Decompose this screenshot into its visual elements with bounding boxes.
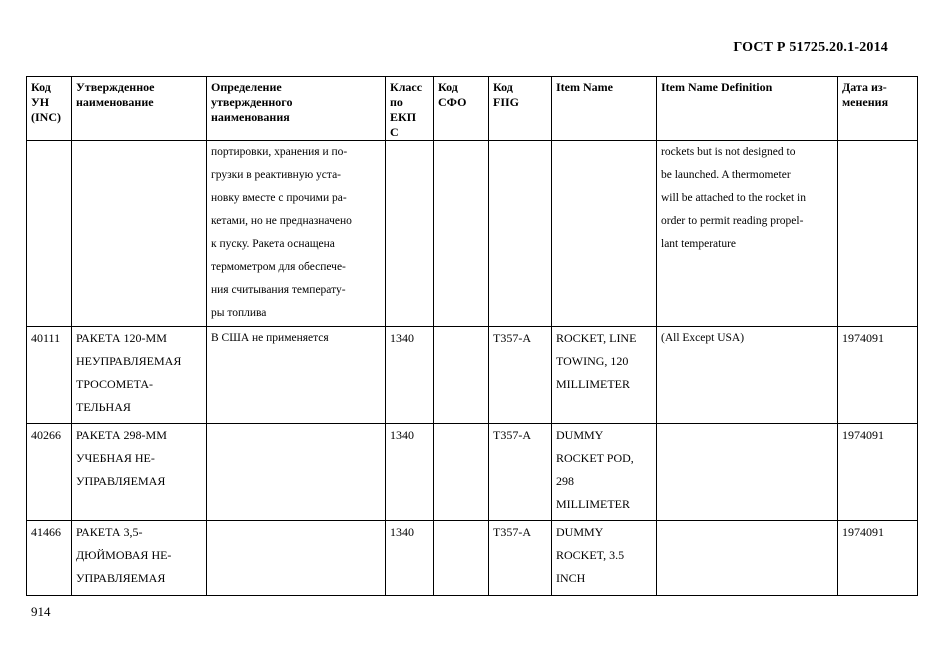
class-cell [386,141,434,327]
inc-cell: 41466 [27,521,72,596]
inc-cell: 40111 [27,327,72,424]
cell-line: РАКЕТА 120-ММ [76,331,167,345]
cell-line: к пуску. Ракета оснащена [211,238,335,250]
cell-line: 298 [556,474,574,488]
catalog-table [26,76,918,596]
cell-line: TOWING, 120 [556,354,629,368]
change-date-cell [838,141,918,327]
cell-line: термометром для обеспече- [211,261,346,273]
cell-line: УПРАВЛЯЕМАЯ [76,571,166,585]
class-cell: 1340 [386,424,434,521]
approved-name-cell [72,424,207,521]
change-date-cell: 1974091 [838,521,918,596]
cell-line: кетами, но не предназначено [211,215,352,227]
cell-line: РАКЕТА 298-ММ [76,428,167,442]
cell-line: INCH [556,571,586,585]
cell-line: lant temperature [661,238,737,250]
change-date-cell: 1974091 [838,424,918,521]
table-row [27,424,918,521]
definition-cell [207,327,386,424]
header-col-item-definition: Item Name Definition [657,77,838,141]
cell-line: УПРАВЛЯЕМАЯ [76,474,166,488]
standard-designation: ГОСТ Р 51725.20.1-2014 [733,40,888,55]
cell-line: ROCKET POD, [556,451,634,465]
cell-line: ROCKET, LINE [556,331,637,345]
item-definition-cell [657,521,838,596]
header-col-fiig: Код FIIG [489,77,552,141]
sfo-cell [434,141,489,327]
sfo-cell [434,521,489,596]
fiig-cell [489,141,552,327]
cell-line: ТРОСОМЕТА- [76,377,154,391]
cell-line: новку вместе с прочими ра- [211,192,347,204]
item-name-cell [552,327,657,424]
table-header-row [27,77,918,141]
cell-line: MILLIMETER [556,377,630,391]
header-col-class: Класс по ЕКП С [386,77,434,141]
change-date-cell: 1974091 [838,327,918,424]
item-name-cell [552,424,657,521]
cell-line: портировки, хранения и по- [211,146,348,158]
fiig-cell: T357-A [489,424,552,521]
header-col-change-date: Дата из- менения [838,77,918,141]
table-row [27,521,918,596]
table-row [27,327,918,424]
definition-cell [207,521,386,596]
class-cell: 1340 [386,521,434,596]
item-definition-cell [657,327,838,424]
class-cell: 1340 [386,327,434,424]
sfo-cell [434,424,489,521]
cell-line: РАКЕТА 3,5- [76,525,143,539]
table-row [27,141,918,327]
inc-cell [27,141,72,327]
cell-line: be launched. A thermometer [661,169,791,181]
cell-line: ры топлива [211,307,267,319]
item-definition-cell [657,141,838,327]
fiig-cell: T357-A [489,327,552,424]
item-name-cell [552,141,657,327]
item-name-cell [552,521,657,596]
header-col-item-name: Item Name [552,77,657,141]
cell-line: order to permit reading propel- [661,215,804,227]
cell-line: НЕУПРАВЛЯЕМАЯ [76,354,182,368]
approved-name-cell [72,521,207,596]
cell-line: will be attached to the rocket in [661,192,806,204]
header-col-sfo: Код СФО [434,77,489,141]
approved-name-cell [72,327,207,424]
definition-cell [207,141,386,327]
cell-line: (All Except USA) [661,332,745,344]
cell-line: УЧЕБНАЯ НЕ- [76,451,155,465]
cell-line: ДЮЙМОВАЯ НЕ- [76,548,172,562]
cell-line: DUMMY [556,525,604,539]
definition-cell [207,424,386,521]
header-col-definition: Определение утвержденного наименования [207,77,386,141]
fiig-cell: T357-A [489,521,552,596]
cell-line: rockets but is not designed to [661,146,796,158]
cell-line: ROCKET, 3.5 [556,548,625,562]
inc-cell: 40266 [27,424,72,521]
cell-line: ния считывания температу- [211,284,346,296]
header-col-approved-name: Утвержденное наименование [72,77,207,141]
cell-line: DUMMY [556,428,604,442]
cell-line: грузки в реактивную уста- [211,169,341,181]
cell-line: MILLIMETER [556,497,630,511]
header-col-inc: Код УН (INC) [27,77,72,141]
cell-line: В США не применяется [211,332,329,344]
cell-line: ТЕЛЬНАЯ [76,400,131,414]
page-number: 914 [31,604,51,619]
sfo-cell [434,327,489,424]
item-definition-cell [657,424,838,521]
approved-name-cell [72,141,207,327]
